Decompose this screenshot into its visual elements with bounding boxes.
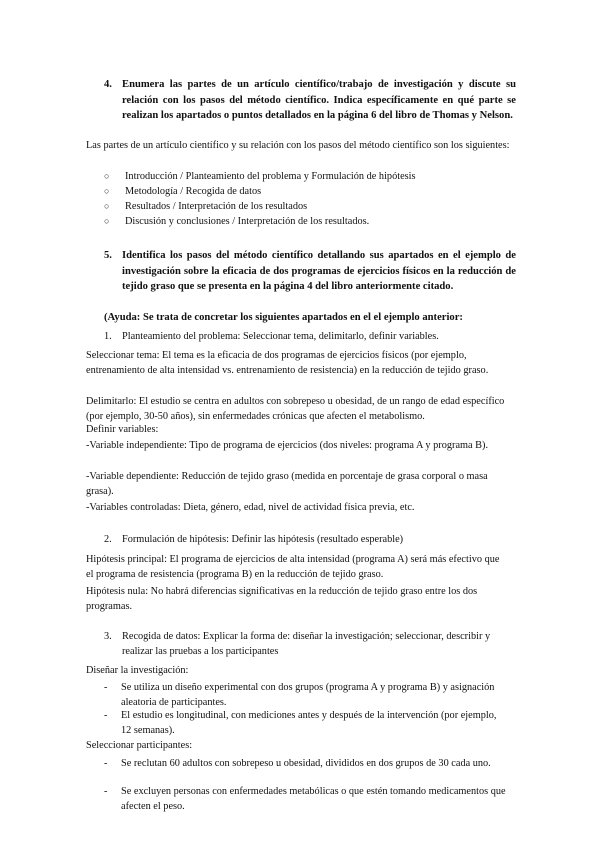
bullet-icon: ○ [104,201,110,211]
question-4-text: Enumera las partes de un artículo científico/trabajo de investigación y discute su relación con los pasos del método científico. Indica específicamente en qué parte se realizan los apartados o puntos detallados en la página 6 del libro de Thomas y Nelson. [122,79,516,122]
step-1-define-variables: Definir variables: [86,424,159,435]
question-5-number: 5. [104,250,112,261]
dash-bullet-icon: - [104,786,108,797]
step-3-design-item: Se utiliza un diseño experimental con dos grupos (programa A y programa B) y asignación aleatoria de participantes. [121,682,495,709]
question-5-text: Identifica los pasos del método científico detallando sus apartados en el ejemplo de investigación sobre la eficacia de dos programas de ejercicios físicos en la reducción de tejido graso que se presenta en la página 4 del libro anteriormente citado. [122,250,516,293]
step-3-select-label: Seleccionar participantes: [86,740,193,751]
step-1-delimit: Delimitarlo: El estudio se centra en adultos con sobrepeso u obesidad, de un rango de edad específico (por ejemplo, 30-50 años), sin enfermedades crónicas que afecten el metabolismo. [86,396,505,423]
step-3-number: 3. [104,631,112,642]
step-3-select-item: Se excluyen personas con enfermedades metabólicas o que estén tomando medicamentos que afecten el peso. [121,786,506,813]
step-1-controlled-variables: -Variables controladas: Dieta, género, edad, nivel de actividad física previa, etc. [86,502,415,513]
step-1-independent-variable: -Variable independiente: Tipo de programa de ejercicios (dos niveles: programa A y programa B). [86,440,489,451]
step-1-number: 1. [104,331,112,342]
question-5-help: (Ayuda: Se trata de concretar los siguientes apartados en el el ejemplo anterior: [104,312,463,323]
dash-bullet-icon: - [104,682,108,693]
step-1-select-topic: Seleccionar tema: El tema es la eficacia de dos programas de ejercicios físicos (por ejemplo, entrenamiento de alta intensidad vs. entrenamiento de resistencia) en la reducción de tejido graso. [86,350,489,377]
step-3-title: Recogida de datos: Explicar la forma de: diseñar la investigación; seleccionar, describir y realizar las pruebas a los participantes [122,631,491,658]
answer-4-item: Discusión y conclusiones / Interpretación de los resultados. [125,216,370,227]
step-3-select-item: Se reclutan 60 adultos con sobrepeso u obesidad, divididos en dos grupos de 30 cada uno. [121,758,491,769]
answer-4-intro: Las partes de un artículo científico y su relación con los pasos del método científico son los siguientes: [86,140,510,151]
answer-4-item: Resultados / Interpretación de los resultados [125,201,308,212]
step-1-dependent-variable: -Variable dependiente: Reducción de tejido graso (medida en porcentaje de grasa corporal o masa grasa). [86,471,488,498]
step-2-main-hypothesis: Hipótesis principal: El programa de ejercicios de alta intensidad (programa A) será más efectivo que el programa de resistencia (programa B) en la reducción de tejido graso. [86,554,500,581]
step-1-title: Planteamiento del problema: Seleccionar tema, delimitarlo, definir variables. [122,331,439,342]
bullet-icon: ○ [104,171,110,181]
bullet-icon: ○ [104,216,110,226]
step-2-number: 2. [104,534,112,545]
dash-bullet-icon: - [104,758,108,769]
answer-4-item: Metodología / Recogida de datos [125,186,262,197]
step-3-design-label: Diseñar la investigación: [86,665,189,676]
step-2-null-hypothesis: Hipótesis nula: No habrá diferencias significativas en la reducción de tejido graso entre los dos programas. [86,586,478,613]
step-2-title: Formulación de hipótesis: Definir las hipótesis (resultado esperable) [122,534,404,545]
answer-4-item: Introducción / Planteamiento del problema y Formulación de hipótesis [125,171,416,182]
question-4-number: 4. [104,79,112,90]
dash-bullet-icon: - [104,710,108,721]
bullet-icon: ○ [104,186,110,196]
step-3-design-item: El estudio es longitudinal, con mediciones antes y después de la intervención (por ejemplo, 12 semanas). [121,710,497,737]
